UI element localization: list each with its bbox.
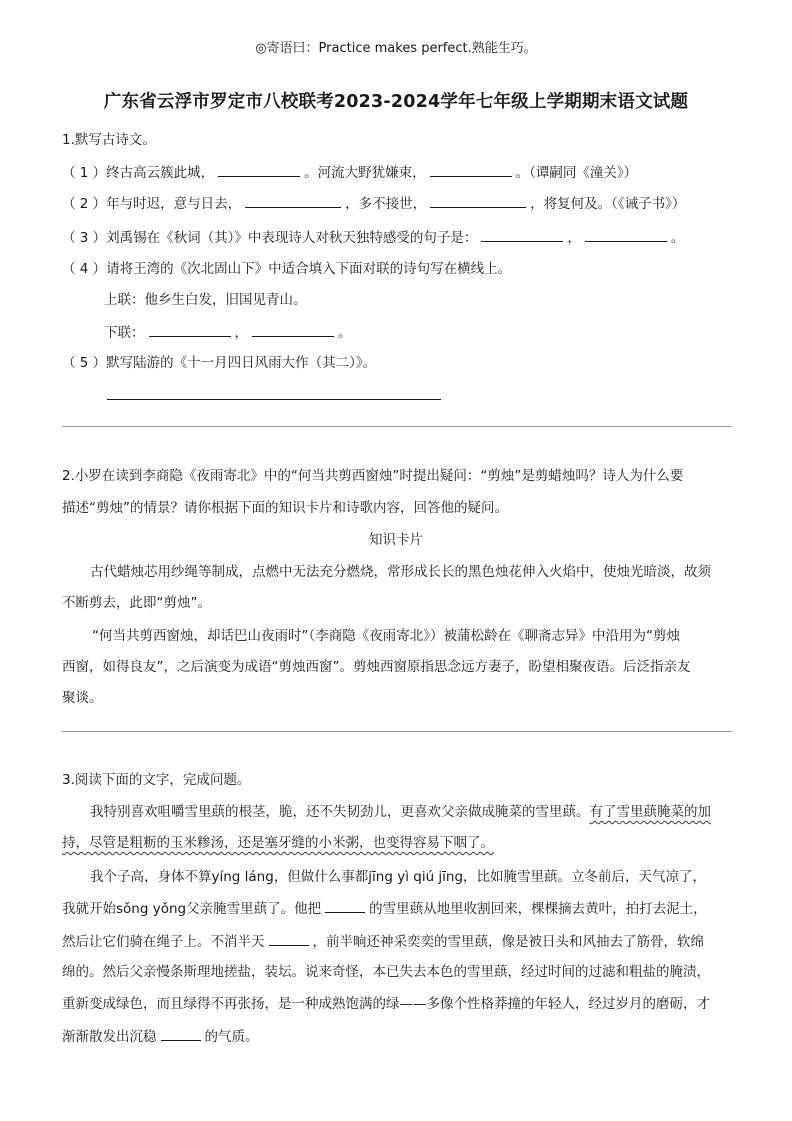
q3-paragraph-2: 我个子高，身体不算yíng láng，但做什么事都jīng yì qiú jīng，比如腌雪里蕻。立冬前后，天气凉了，	[90, 869, 707, 885]
q1-item-3-text-c: 。	[670, 230, 685, 246]
q1-item-2-text-c: ，将复何及。（《诫子书》）	[530, 196, 686, 212]
q3-p2-text-f: 的气质。	[204, 1029, 259, 1045]
q3-p2-text-d: ，前半晌还神采奕奕的雪里蕻，像是被日头和风抽去了筋骨，软绵	[312, 934, 704, 950]
card-paragraph-2-end: 聚谈。	[62, 690, 103, 706]
card-paragraph-2-cont: 西窗，如得良友”，之后演变为成语“剪烛西窗”。剪烛西窗原指思念远方妻子，盼望相聚夜语。后泛指亲友	[62, 659, 691, 675]
couplet-upper: 上联：他乡生白发，旧国见青山。	[104, 292, 307, 308]
q3-paragraph-1	[90, 802, 711, 822]
q3-paragraph-2-line-2	[62, 898, 707, 919]
answer-blank[interactable]	[585, 227, 667, 242]
couplet-lower-text-a: 下联：	[104, 325, 145, 341]
answer-blank[interactable]	[252, 322, 334, 337]
q3-heading: 3.阅读下面的文字，完成问题。	[62, 772, 251, 788]
q3-p2-text-b: 的雪里蕻从地里收割回来，棵棵摘去黄叶，拍打去泥土，	[369, 901, 707, 917]
q3-p2-text-a: 我就开始sǒng yǒng父亲腌雪里蕻了。他把	[62, 901, 322, 917]
header-motto: ◎寄语曰：Practice makes perfect.熟能生巧。	[255, 41, 537, 56]
q1-item-1-text-a: （ 1 ）终古高云簇此城，	[62, 165, 215, 181]
answer-line[interactable]	[107, 399, 441, 400]
fill-blank[interactable]	[325, 898, 365, 913]
q1-item-2	[62, 193, 685, 214]
q1-item-5: （ 5 ）默写陆游的《十一月四日风雨大作（其二）》。	[62, 355, 377, 371]
q3-p1-marked-sentence-cont: 持，尽管是粗粝的玉米糁汤，还是塞牙缝的小米粥，也变得容易下咽了。	[62, 835, 494, 851]
q3-p2-text-e: 渐渐散发出沉稳	[62, 1029, 157, 1045]
card-paragraph-1-cont: 不断剪去，此即“剪烛”。	[62, 595, 211, 611]
couplet-lower	[104, 322, 352, 343]
couplet-lower-text-c: 。	[338, 325, 352, 341]
q1-item-1-text-c: 。（谭嗣同《潼关》）	[515, 165, 638, 181]
q1-item-3-text-a: （ 3 ）刘禹锡在《秋词（其）》中表现诗人对秋天独特感受的句子是：	[62, 230, 478, 246]
knowledge-card-title: 知识卡片	[369, 532, 423, 548]
section-divider	[62, 731, 732, 732]
q1-item-3-text-b: ，	[567, 230, 581, 246]
q1-heading: 1.默写古诗文。	[62, 132, 156, 148]
answer-blank[interactable]	[245, 193, 341, 208]
q1-item-1-text-b: 。河流大野犹嫌束，	[304, 165, 426, 181]
answer-blank[interactable]	[430, 193, 526, 208]
q2-line-1: 2.小罗在读到李商隐《夜雨寄北》中的“何当共剪西窗烛”时提出疑问：“剪烛”是剪蜡烛吗？诗人为什么要	[62, 468, 684, 484]
q1-item-2-text-a: （ 2 ）年与时迟，意与日去，	[62, 196, 242, 212]
answer-blank[interactable]	[218, 162, 300, 177]
section-divider	[62, 426, 732, 427]
fill-blank[interactable]	[161, 1026, 201, 1041]
q3-paragraph-2-line-5: 重新变成绿色，而且绿得不再张扬，是一种成熟饱满的绿——多像个性格莽撞的年轻人，经过岁月的磨砺，才	[62, 996, 710, 1012]
q3-paragraph-2-line-6	[62, 1026, 259, 1047]
q3-p1-marked-sentence: 有了雪里蕻腌菜的加	[589, 804, 711, 820]
q3-p2-text-c: 然后让它们骑在绳子上。不消半天	[62, 934, 265, 950]
q1-item-3	[62, 227, 684, 248]
q3-paragraph-2-line-3	[62, 931, 704, 952]
q3-paragraph-2-line-4: 绵的。然后父亲慢条斯理地搓盐，装坛。说来奇怪，本已失去本色的雪里蕻，经过时间的过滤和粗盐的腌渍，	[62, 964, 710, 980]
couplet-lower-text-b: ，	[234, 325, 248, 341]
q3-p1-text: 我特别喜欢咀嚼雪里蕻的根茎，脆，还不失韧劲儿，更喜欢父亲做成腌菜的雪里蕻。	[90, 804, 590, 820]
q3-paragraph-1-cont	[62, 833, 494, 853]
answer-blank[interactable]	[430, 162, 512, 177]
answer-blank[interactable]	[481, 227, 563, 242]
card-paragraph-2: “何当共剪西窗烛，却话巴山夜雨时”（李商隐《夜雨寄北》）被蒲松龄在《聊斋志异》中沿用为“剪烛	[92, 628, 680, 644]
card-paragraph-1: 古代蜡烛芯用纱绳等制成，点燃中无法充分燃烧，常形成长长的黑色烛花伸入火焰中，使烛光暗淡，故须	[90, 564, 711, 580]
document-title: 广东省云浮市罗定市八校联考2023-2024学年七年级上学期期末语文试题	[103, 92, 689, 112]
q1-item-1	[62, 162, 637, 183]
q1-item-4: （ 4 ）请将王湾的《次北固山下》中适合填入下面对联的诗句写在横线上。	[62, 261, 512, 277]
q2-line-2: 描述“剪烛”的情景？请你根据下面的知识卡片和诗歌内容，回答他的疑问。	[62, 500, 508, 516]
answer-blank[interactable]	[149, 322, 231, 337]
fill-blank[interactable]	[269, 931, 309, 946]
q1-item-2-text-b: ，多不接世，	[345, 196, 427, 212]
